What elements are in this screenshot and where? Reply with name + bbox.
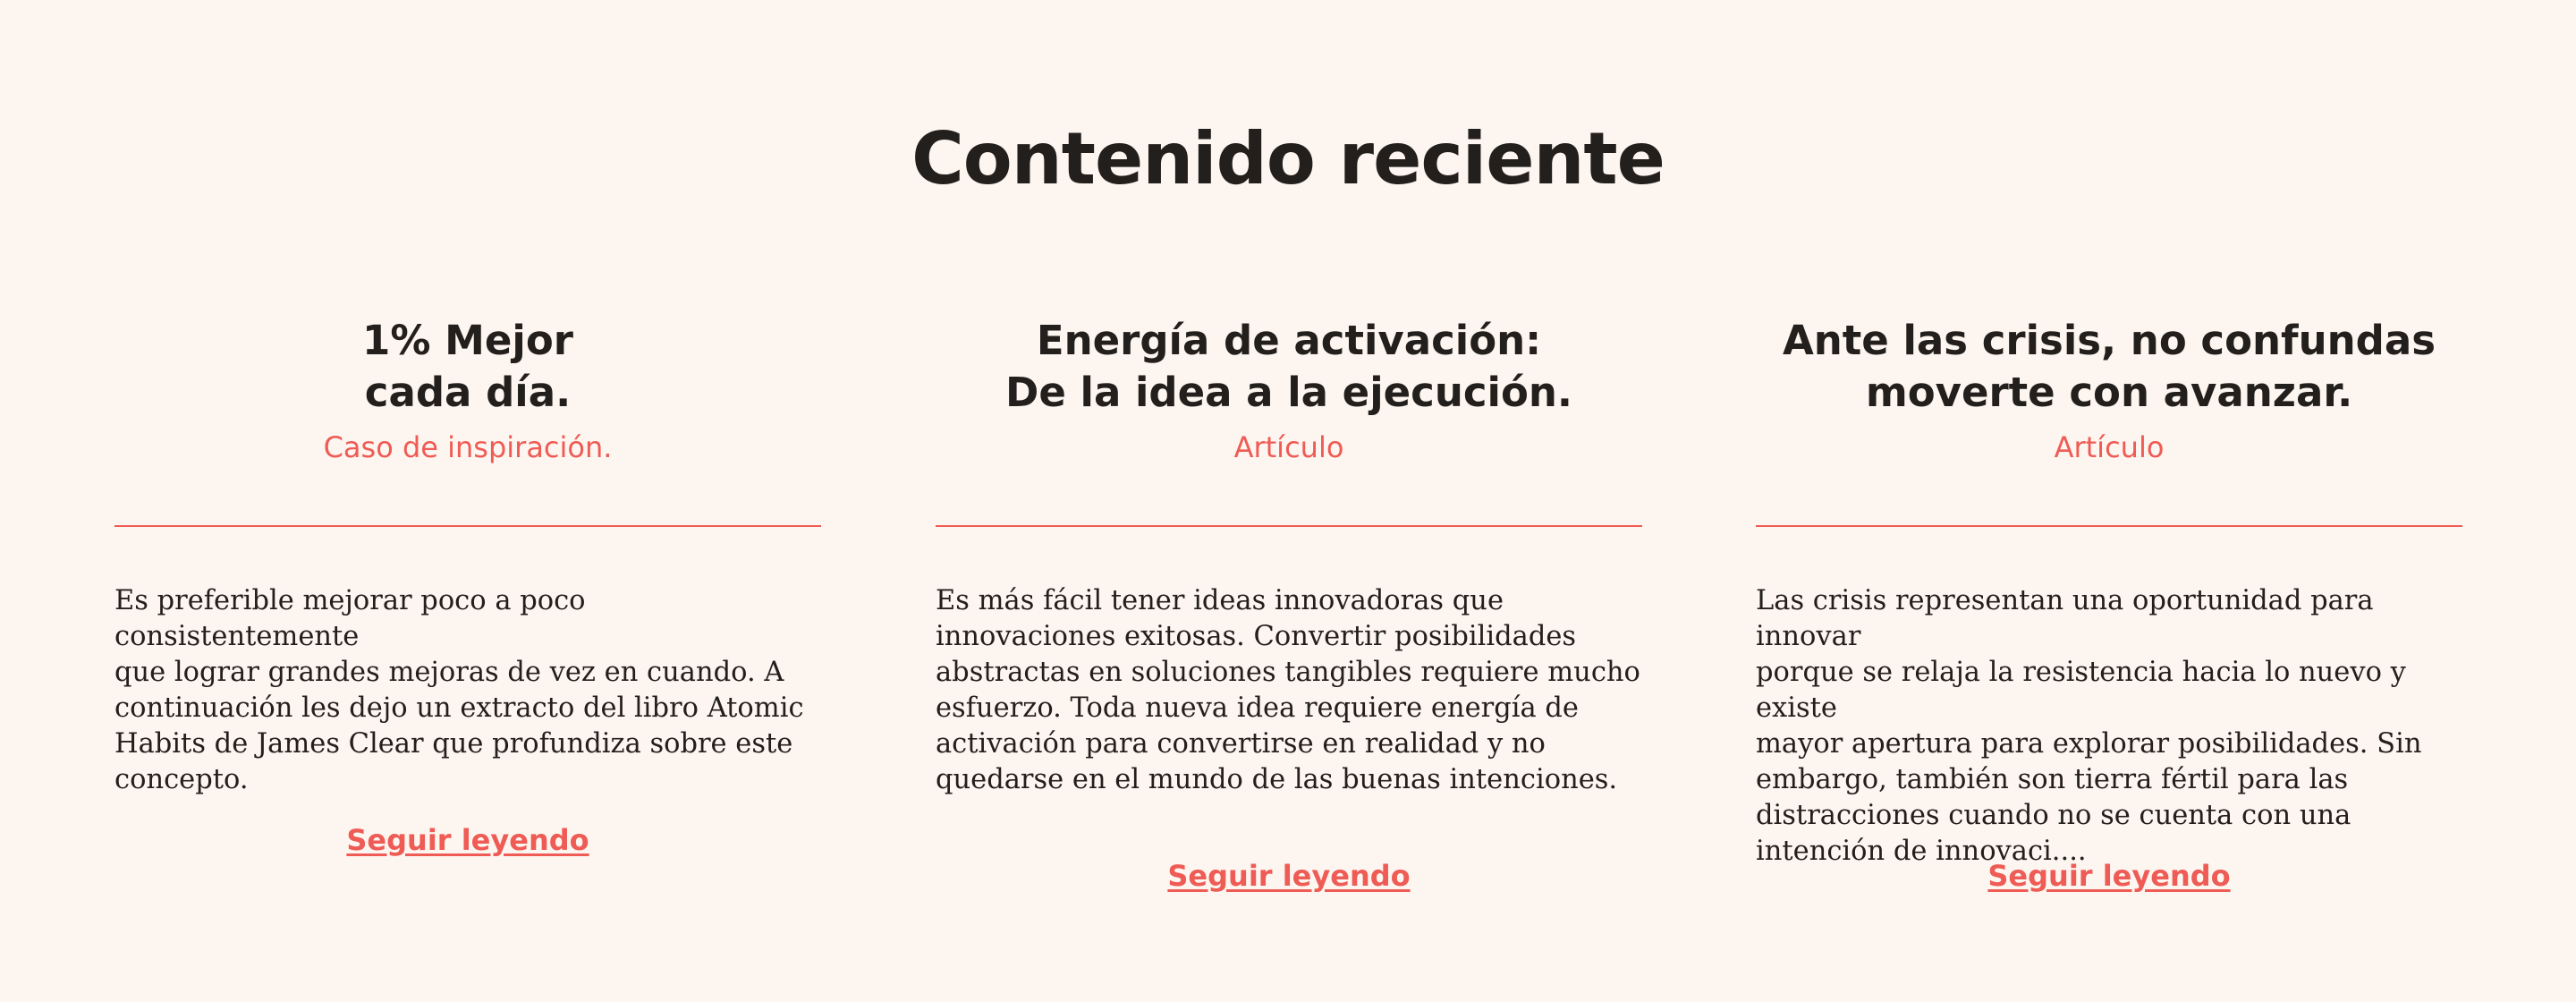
card-link-wrapper [114, 820, 821, 860]
card-title-line-2: moverte con avanzar. [1865, 369, 2353, 416]
card-category: Caso de inspiración. [323, 430, 613, 464]
card-link-wrapper [1756, 856, 2462, 896]
card-title-line-1: Ante las crisis, no confundas [1782, 317, 2436, 364]
excerpt-line: intención de innovaci.... [1756, 836, 2087, 867]
card-category: Artículo [2054, 430, 2165, 464]
read-more-link[interactable]: Seguir leyendo [346, 823, 589, 857]
card-excerpt [936, 583, 1642, 798]
excerpt-line: innovaciones exitosas. Convertir posibilidades [936, 621, 1577, 652]
card-divider [114, 525, 821, 527]
card-excerpt [114, 583, 821, 798]
excerpt-line: que lograr grandes mejoras de vez en cuando. A [114, 657, 784, 688]
card-excerpt [1756, 583, 2462, 870]
content-card-2 [936, 315, 1642, 893]
content-card-1 [114, 315, 821, 857]
card-title-line-2: De la idea a la ejecución. [1005, 369, 1572, 416]
excerpt-line: Es más fácil tener ideas innovadoras que [936, 585, 1504, 616]
excerpt-line: continuación les dejo un extracto del libro Atomic [114, 692, 804, 724]
card-link-wrapper [936, 856, 1642, 896]
excerpt-line: Las crisis representan una oportunidad para innovar [1756, 585, 2374, 652]
read-more-link[interactable]: Seguir leyendo [1987, 859, 2231, 893]
card-title [1756, 315, 2462, 419]
excerpt-line: embargo, también son tierra fértil para las [1756, 764, 2349, 795]
card-divider [1756, 525, 2462, 527]
section-title: Contenido reciente [911, 117, 1665, 200]
read-more-link[interactable]: Seguir leyendo [1167, 859, 1411, 893]
excerpt-line: activación para convertirse en realidad y no [936, 728, 1546, 760]
card-title [936, 315, 1642, 419]
excerpt-line: Es preferible mejorar poco a poco consistentemente [114, 585, 586, 652]
excerpt-line: mayor apertura para explorar posibilidades. Sin [1756, 728, 2422, 760]
content-card-3 [1756, 315, 2462, 893]
excerpt-line: porque se relaja la resistencia hacia lo nuevo y existe [1756, 657, 2406, 724]
excerpt-line: concepto. [114, 764, 249, 795]
card-title-line-1: Energía de activación: [1036, 317, 1542, 364]
card-divider [936, 525, 1642, 527]
card-title-line-1: 1% Mejor [362, 317, 573, 364]
card-title-line-2: cada día. [364, 369, 572, 416]
excerpt-line: abstractas en soluciones tangibles requiere mucho [936, 657, 1640, 688]
excerpt-line: distracciones cuando no se cuenta con una [1756, 800, 2351, 831]
card-title [114, 315, 821, 419]
excerpt-line: Habits de James Clear que profundiza sobre este [114, 728, 793, 760]
excerpt-line: esfuerzo. Toda nueva idea requiere energía de [936, 692, 1579, 724]
card-category: Artículo [1233, 430, 1344, 464]
excerpt-line: quedarse en el mundo de las buenas intenciones. [936, 764, 1618, 795]
